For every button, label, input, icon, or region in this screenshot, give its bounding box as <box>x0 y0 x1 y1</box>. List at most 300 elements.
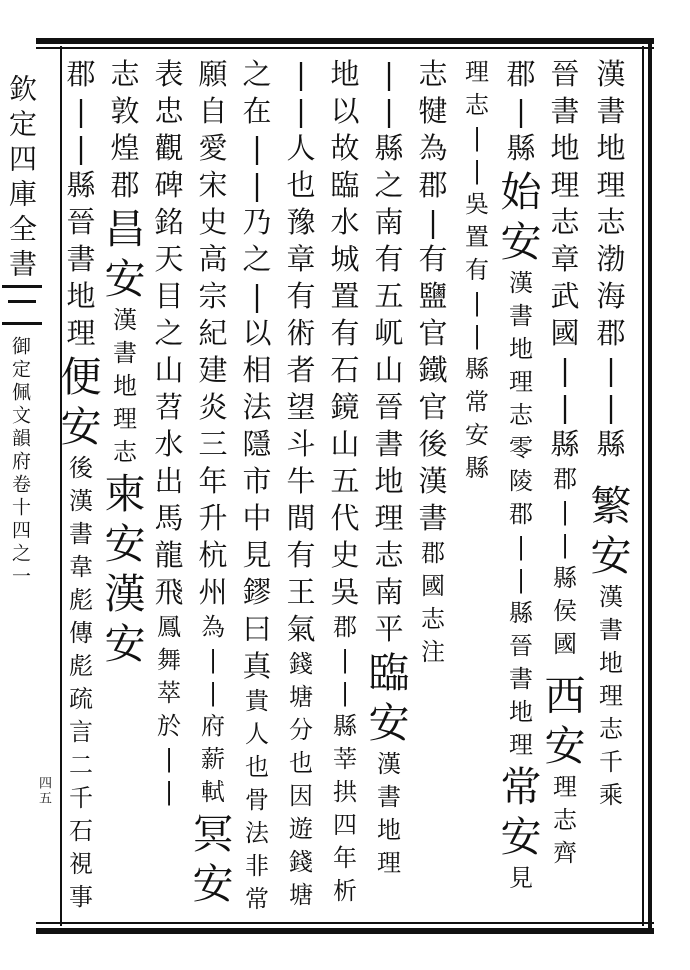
annotation <box>237 685 277 916</box>
main-text <box>545 56 585 463</box>
margin-title <box>4 74 38 288</box>
glyph: 零 <box>509 434 533 462</box>
glyph: 漢 <box>104 570 146 618</box>
glyph: 漢 <box>418 464 448 498</box>
glyph: 後 <box>69 454 93 482</box>
glyph: 書 <box>509 665 533 693</box>
glyph: 宋 <box>198 168 228 202</box>
glyph: 為 <box>418 131 448 165</box>
glyph: 塘 <box>289 881 313 909</box>
glyph: 析 <box>333 877 357 905</box>
glyph: 龍 <box>154 538 184 572</box>
glyph: | <box>606 390 616 424</box>
glyph: 出 <box>154 464 184 498</box>
glyph: 郡 <box>509 500 533 528</box>
glyph: | <box>340 679 350 707</box>
glyph: | <box>472 322 482 350</box>
glyph: 官 <box>418 316 448 350</box>
glyph: 後 <box>418 427 448 461</box>
glyph: 薪 <box>201 745 225 773</box>
glyph: 郡 <box>418 168 448 202</box>
glyph: 法 <box>242 390 272 424</box>
glyph: 理 <box>509 368 533 396</box>
glyph: 安 <box>465 421 489 449</box>
glyph: 之 <box>154 316 184 350</box>
top-border-rule <box>36 38 654 44</box>
glyph: 術 <box>286 316 316 350</box>
glyph: 郡 <box>66 57 96 91</box>
main-text <box>237 56 277 685</box>
glyph: 山 <box>330 427 360 461</box>
glyph: 之 <box>242 57 272 91</box>
glyph: 韋 <box>69 553 93 581</box>
glyph: 理 <box>66 316 96 350</box>
right-border-inner-rule <box>642 46 644 926</box>
glyph: 自 <box>198 94 228 128</box>
glyph: 五 <box>330 464 360 498</box>
text-column-10 <box>188 56 238 922</box>
glyph: 有 <box>286 279 316 313</box>
glyph: 理 <box>553 773 577 801</box>
glyph: 漢 <box>69 487 93 515</box>
glyph: 晉 <box>509 632 533 660</box>
glyph: 書 <box>509 302 533 330</box>
glyph: 晉 <box>374 390 404 424</box>
headword <box>57 352 105 452</box>
glyph: 觀 <box>154 131 184 165</box>
glyph: 非 <box>245 852 269 880</box>
main-text <box>61 56 101 352</box>
glyph: | <box>208 679 218 707</box>
glyph: | <box>472 124 482 152</box>
glyph: 臨 <box>330 168 360 202</box>
glyph: 府 <box>201 712 225 740</box>
glyph: | <box>208 646 218 674</box>
glyph: 吳 <box>330 575 360 609</box>
main-text <box>591 56 631 463</box>
glyph: 地 <box>509 335 533 363</box>
glyph: 之 <box>242 242 272 276</box>
glyph: 拱 <box>333 778 357 806</box>
glyph: 安 <box>104 520 146 568</box>
main-text <box>105 56 145 204</box>
glyph: 志 <box>553 806 577 834</box>
main-text <box>369 56 409 648</box>
bottom-border-inner-rule <box>36 922 654 924</box>
annotation <box>149 611 189 809</box>
glyph: 有 <box>286 538 316 572</box>
glyph: 縣 <box>550 427 580 461</box>
glyph: 安 <box>500 218 542 266</box>
glyph: 四 <box>333 811 357 839</box>
glyph: 晉 <box>550 57 580 91</box>
annotation <box>545 771 585 870</box>
glyph: 法 <box>245 819 269 847</box>
glyph: 志 <box>465 91 489 119</box>
glyph: 杭 <box>198 538 228 572</box>
glyph: | <box>516 566 526 594</box>
glyph: 書 <box>66 242 96 276</box>
glyph: 志 <box>113 438 137 466</box>
glyph: 志 <box>509 401 533 429</box>
glyph: 漢 <box>113 306 137 334</box>
annotation <box>105 304 145 469</box>
glyph: 敦 <box>110 94 140 128</box>
glyph: 章 <box>286 242 316 276</box>
glyph: | <box>560 353 570 387</box>
glyph: 安 <box>192 860 234 908</box>
glyph: 事 <box>69 883 93 911</box>
glyph: 臨 <box>368 649 410 697</box>
glyph: 望 <box>286 390 316 424</box>
annotation <box>591 581 631 812</box>
glyph: | <box>252 168 262 202</box>
glyph: 國 <box>421 572 445 600</box>
glyph: | <box>428 205 438 239</box>
glyph: 苕 <box>154 390 184 424</box>
glyph: 舞 <box>157 646 181 674</box>
glyph: 目 <box>154 279 184 313</box>
glyph: 齊 <box>553 839 577 867</box>
glyph: 水 <box>154 427 184 461</box>
glyph: 曰 <box>242 612 272 646</box>
glyph: 郡 <box>110 168 140 202</box>
glyph: 牛 <box>286 464 316 498</box>
glyph: 鏡 <box>330 390 360 424</box>
glyph: 志 <box>418 57 448 91</box>
glyph: 忠 <box>154 94 184 128</box>
glyph: 千 <box>599 748 623 776</box>
glyph: 國 <box>550 316 580 350</box>
glyph: 鹽 <box>418 279 448 313</box>
glyph: 故 <box>330 131 360 165</box>
glyph: | <box>340 646 350 674</box>
glyph: 西 <box>544 672 586 720</box>
annotation <box>61 452 101 914</box>
glyph: 豫 <box>286 205 316 239</box>
glyph: 昌 <box>104 205 146 253</box>
glyph: 書 <box>377 783 401 811</box>
glyph: 煌 <box>110 131 140 165</box>
main-text <box>501 56 541 167</box>
glyph: 於 <box>157 712 181 740</box>
page-number: 四五 <box>36 776 51 806</box>
glyph: 水 <box>330 205 360 239</box>
glyph: 建 <box>198 353 228 387</box>
glyph: 千 <box>69 784 93 812</box>
glyph: 乘 <box>599 781 623 809</box>
glyph: 書 <box>550 94 580 128</box>
glyph: 志 <box>550 205 580 239</box>
glyph: | <box>516 533 526 561</box>
glyph: 安 <box>60 403 102 451</box>
glyph: 地 <box>66 279 96 313</box>
glyph: | <box>164 778 174 806</box>
glyph: | <box>472 289 482 317</box>
glyph: 鏐 <box>242 575 272 609</box>
annotation <box>413 537 453 669</box>
glyph: 炎 <box>198 390 228 424</box>
glyph: 軾 <box>201 778 225 806</box>
glyph: 高 <box>198 242 228 276</box>
annotation <box>369 748 409 880</box>
right-border-rule <box>648 38 652 934</box>
glyph: 為 <box>201 613 225 641</box>
glyph: 始 <box>500 168 542 216</box>
main-text <box>193 56 233 611</box>
annotation <box>545 463 585 661</box>
glyph: 錢 <box>289 848 313 876</box>
glyph: 志 <box>599 715 623 743</box>
glyph: 理 <box>374 501 404 535</box>
glyph: 柬 <box>104 470 146 518</box>
glyph: 安 <box>104 255 146 303</box>
glyph: 侯 <box>553 597 577 625</box>
glyph: 紀 <box>198 316 228 350</box>
glyph: 州 <box>198 575 228 609</box>
glyph: 晉 <box>66 205 96 239</box>
glyph: 彪 <box>69 652 93 680</box>
glyph: | <box>164 745 174 773</box>
volume-title: 御定佩文韻府卷十四之一 <box>9 336 31 589</box>
glyph: 宗 <box>198 279 228 313</box>
text-column-5 <box>408 56 458 922</box>
glyph: | <box>560 390 570 424</box>
glyph: 地 <box>330 57 360 91</box>
glyph: 分 <box>289 716 313 744</box>
annotation <box>281 648 321 912</box>
glyph: 郡 <box>421 539 445 567</box>
glyph: 銘 <box>154 205 184 239</box>
glyph: 置 <box>465 223 489 251</box>
glyph: 常 <box>500 763 542 811</box>
glyph: | <box>76 131 86 165</box>
glyph: 安 <box>590 532 632 580</box>
glyph: 郡 <box>596 316 626 350</box>
glyph: 人 <box>286 131 316 165</box>
glyph: 見 <box>509 864 533 892</box>
main-text <box>325 56 365 611</box>
glyph: 疏 <box>69 685 93 713</box>
glyph: 市 <box>242 464 272 498</box>
glyph: 縣 <box>374 131 404 165</box>
glyph: 理 <box>596 168 626 202</box>
text-column-8 <box>276 56 326 922</box>
glyph: 年 <box>198 464 228 498</box>
glyph: 理 <box>599 682 623 710</box>
glyph: 章 <box>550 242 580 276</box>
text-column-12 <box>100 56 150 922</box>
glyph: 貴 <box>245 687 269 715</box>
glyph: 有 <box>330 316 360 350</box>
glyph: 願 <box>198 57 228 91</box>
glyph: 也 <box>289 749 313 777</box>
glyph: 史 <box>330 538 360 572</box>
main-text <box>149 56 189 611</box>
glyph: 屼 <box>374 316 404 350</box>
glyph: | <box>296 57 306 91</box>
glyph: 乃 <box>242 205 272 239</box>
glyph: 萃 <box>157 679 181 707</box>
main-text <box>413 56 453 537</box>
glyph: 塘 <box>289 683 313 711</box>
glyph: 縣 <box>509 599 533 627</box>
glyph: 因 <box>289 782 313 810</box>
glyph: 骨 <box>245 786 269 814</box>
text-column-11 <box>144 56 194 922</box>
glyph: 漢 <box>509 269 533 297</box>
glyph: 以 <box>242 316 272 350</box>
glyph: 彪 <box>69 586 93 614</box>
glyph: 縣 <box>465 454 489 482</box>
glyph: 有 <box>465 256 489 284</box>
glyph: 漢 <box>599 583 623 611</box>
glyph: 天 <box>154 242 184 276</box>
glyph: 常 <box>465 388 489 416</box>
glyph: 言 <box>69 718 93 746</box>
annotation <box>193 611 233 809</box>
glyph: 便 <box>60 353 102 401</box>
glyph: 漢 <box>377 750 401 778</box>
glyph: 書 <box>113 339 137 367</box>
glyph: 渤 <box>596 242 626 276</box>
glyph: 安 <box>104 620 146 668</box>
glyph: 愛 <box>198 131 228 165</box>
glyph: 縣 <box>465 355 489 383</box>
glyph: | <box>252 131 262 165</box>
glyph: 地 <box>374 464 404 498</box>
glyph: 志 <box>421 605 445 633</box>
glyph: 南 <box>374 205 404 239</box>
glyph: 陵 <box>509 467 533 495</box>
headword <box>189 809 237 909</box>
glyph: 地 <box>550 131 580 165</box>
glyph: 理 <box>113 405 137 433</box>
glyph: | <box>384 94 394 128</box>
glyph: 志 <box>596 205 626 239</box>
glyph: 人 <box>245 720 269 748</box>
glyph: 武 <box>550 279 580 313</box>
glyph: 石 <box>69 817 93 845</box>
glyph: 鐵 <box>418 353 448 387</box>
headword <box>365 648 413 748</box>
glyph: 地 <box>599 649 623 677</box>
glyph: 注 <box>421 638 445 666</box>
text-column-13 <box>56 56 106 922</box>
glyph: 也 <box>245 753 269 781</box>
glyph: 見 <box>242 538 272 572</box>
glyph: 南 <box>374 575 404 609</box>
book-title: 欽定四庫全書 <box>5 74 38 284</box>
glyph: 莘 <box>333 745 357 773</box>
glyph: 置 <box>330 279 360 313</box>
glyph: 地 <box>113 372 137 400</box>
glyph: 吳 <box>465 190 489 218</box>
glyph: 平 <box>374 612 404 646</box>
glyph: 書 <box>69 520 93 548</box>
glyph: 升 <box>198 501 228 535</box>
glyph: 氣 <box>286 612 316 646</box>
glyph: 地 <box>509 698 533 726</box>
glyph: | <box>516 94 526 128</box>
glyph: 郡 <box>506 57 536 91</box>
text-column-2 <box>540 56 590 922</box>
glyph: 鳳 <box>157 613 181 641</box>
glyph: 郡 <box>553 465 577 493</box>
headword <box>587 481 635 581</box>
glyph: | <box>384 57 394 91</box>
annotation <box>457 56 497 485</box>
glyph: | <box>472 157 482 185</box>
headword <box>497 167 545 267</box>
glyph: 年 <box>333 844 357 872</box>
annotation <box>501 862 541 895</box>
glyph: 安 <box>368 699 410 747</box>
glyph: | <box>296 94 306 128</box>
glyph: | <box>560 498 570 526</box>
glyph: 犍 <box>418 94 448 128</box>
text-column-7 <box>320 56 370 922</box>
text-column-6 <box>364 56 414 922</box>
glyph: 相 <box>242 353 272 387</box>
glyph: 在 <box>242 94 272 128</box>
glyph: 間 <box>286 501 316 535</box>
glyph: 飛 <box>154 575 184 609</box>
glyph: 理 <box>377 849 401 877</box>
glyph: | <box>252 279 262 313</box>
glyph: 志 <box>110 57 140 91</box>
glyph: 王 <box>286 575 316 609</box>
glyph: 之 <box>374 168 404 202</box>
glyph: 城 <box>330 242 360 276</box>
glyph: 史 <box>198 205 228 239</box>
headword <box>101 469 149 569</box>
glyph: 三 <box>198 427 228 461</box>
annotation <box>501 267 541 762</box>
glyph: 有 <box>374 242 404 276</box>
main-text <box>281 56 321 648</box>
glyph: 真 <box>242 649 272 683</box>
fish-tail-mark <box>2 285 42 325</box>
text-column-9 <box>232 56 282 922</box>
glyph: 常 <box>245 885 269 913</box>
glyph: 縣 <box>506 131 536 165</box>
text-column-3 <box>496 56 546 922</box>
glyph: 理 <box>465 58 489 86</box>
glyph: 者 <box>286 353 316 387</box>
text-column-1 <box>586 56 636 922</box>
glyph: | <box>560 531 570 559</box>
glyph: 郡 <box>333 613 357 641</box>
glyph: 二 <box>69 751 93 779</box>
glyph: 縣 <box>596 427 626 461</box>
glyph: 書 <box>596 94 626 128</box>
glyph: 海 <box>596 279 626 313</box>
glyph: 理 <box>550 168 580 202</box>
glyph: 石 <box>330 353 360 387</box>
glyph: 地 <box>596 131 626 165</box>
glyph: 理 <box>509 731 533 759</box>
glyph: 馬 <box>154 501 184 535</box>
glyph: 表 <box>154 57 184 91</box>
headword <box>101 204 149 304</box>
glyph: 以 <box>330 94 360 128</box>
glyph: 有 <box>418 242 448 276</box>
glyph: 繁 <box>590 482 632 530</box>
glyph: 安 <box>500 813 542 861</box>
glyph: 中 <box>242 501 272 535</box>
bottom-border-rule <box>36 928 654 934</box>
